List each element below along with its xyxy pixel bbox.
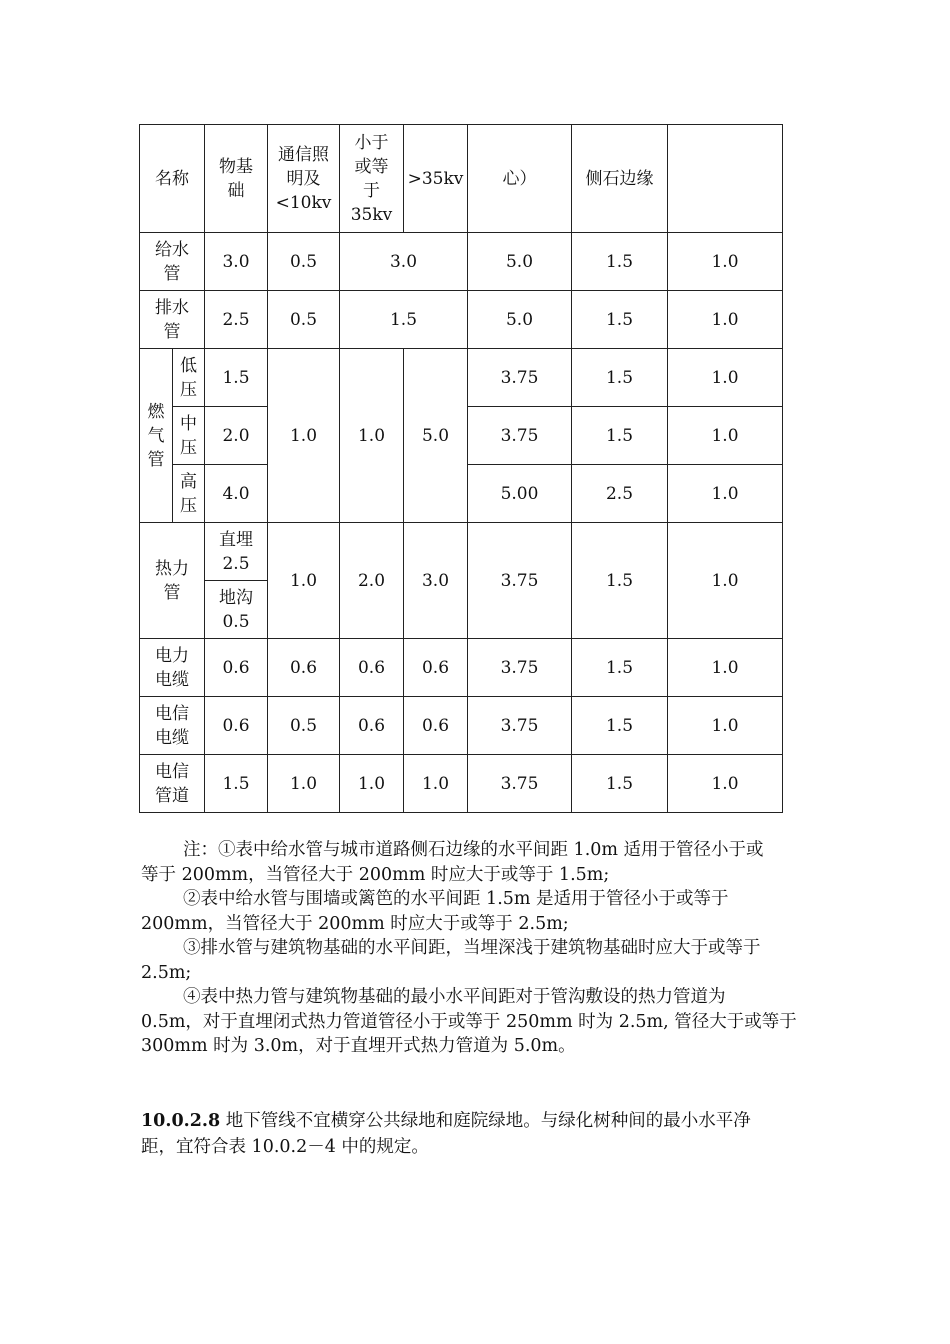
cell: 1.0 (668, 349, 783, 407)
note-line: ③排水管与建筑物基础的水平间距，当埋深浅于建筑物基础时应大于或等于 (183, 938, 761, 958)
note-line: 200mm，当管径大于 200mm 时应大于或等于 2.5m; (141, 913, 569, 934)
clause-number: 10.0.2.8 (141, 1111, 221, 1131)
cell: 1.0 (404, 755, 468, 813)
row-label: 电信 管道 (140, 755, 205, 813)
cell: 0.6 (268, 639, 340, 697)
table-notes (141, 838, 811, 1059)
cell: 1.5 (572, 233, 668, 291)
sub-label: 直埋 2.5 (205, 523, 268, 581)
clearance-table (139, 124, 783, 813)
note-line: ②表中给水管与围墙或篱笆的水平间距 1.5m 是适用于管径小于或等于 (183, 889, 729, 909)
cell: 2.0 (340, 523, 404, 639)
cell: 0.6 (205, 697, 268, 755)
cell: 1.5 (340, 291, 468, 349)
header-col-7 (668, 125, 783, 233)
cell: 1.0 (668, 523, 783, 639)
table-row (140, 639, 783, 697)
clause-line: 距，宜符合表 10.0.2－4 中的规定。 (141, 1137, 429, 1157)
clause-line (141, 1108, 811, 1134)
header-row (140, 125, 783, 233)
cell: 2.5 (572, 465, 668, 523)
cell: 1.5 (572, 523, 668, 639)
cell: 5.0 (468, 233, 572, 291)
cell: 1.5 (572, 349, 668, 407)
header-col-6: 侧石边缘 (572, 125, 668, 233)
row-label: 电信 电缆 (140, 697, 205, 755)
cell: 1.0 (268, 755, 340, 813)
cell: 1.0 (668, 639, 783, 697)
cell: 1.5 (572, 407, 668, 465)
cell: 1.0 (668, 755, 783, 813)
cell: 0.6 (404, 697, 468, 755)
cell: 0.6 (205, 639, 268, 697)
table-row (140, 755, 783, 813)
cell: 0.6 (340, 697, 404, 755)
cell: 2.5 (205, 291, 268, 349)
cell: 3.75 (468, 755, 572, 813)
cell: 3.75 (468, 523, 572, 639)
cell: 0.5 (268, 233, 340, 291)
cell: 1.0 (668, 407, 783, 465)
cell: 1.0 (268, 523, 340, 639)
clause-text: 地下管线不宜横穿公共绿地和庭院绿地。与绿化树种间的最小水平净 (220, 1111, 751, 1131)
note-line: ④表中热力管与建筑物基础的最小水平间距对于管沟敷设的热力管道为 (183, 987, 726, 1007)
cell: 5.00 (468, 465, 572, 523)
header-col-2: 通信照 明及 <10kv (268, 125, 340, 233)
cell: 1.0 (668, 233, 783, 291)
note-line: 0.5m，对于直埋闭式热力管道管径小于或等于 250mm 时为 2.5m, 管径大于或等于 (141, 1011, 797, 1032)
row-label: 燃 气 管 (140, 349, 173, 523)
header-col-4: >35kv (404, 125, 468, 233)
cell: 1.0 (668, 697, 783, 755)
cell: 3.0 (205, 233, 268, 291)
row-label: 热力 管 (140, 523, 205, 639)
cell: 1.0 (340, 349, 404, 523)
cell: 1.0 (340, 755, 404, 813)
cell: 3.75 (468, 349, 572, 407)
cell: 2.0 (205, 407, 268, 465)
cell: 3.75 (468, 407, 572, 465)
header-col-1: 物基 础 (205, 125, 268, 233)
cell: 0.6 (404, 639, 468, 697)
cell: 1.5 (572, 639, 668, 697)
note-line: 2.5m; (141, 962, 192, 983)
table-row (140, 349, 783, 407)
cell: 5.0 (468, 291, 572, 349)
cell: 1.0 (668, 291, 783, 349)
cell: 1.5 (205, 349, 268, 407)
cell: 1.0 (268, 349, 340, 523)
sub-label: 地沟 0.5 (205, 581, 268, 639)
cell: 1.5 (205, 755, 268, 813)
cell: 0.5 (268, 291, 340, 349)
table-row (140, 697, 783, 755)
note-line: 等于 200mm，当管径大于 200mm 时应大于或等于 1.5m; (141, 864, 610, 885)
cell: 3.0 (404, 523, 468, 639)
row-label: 排水 管 (140, 291, 205, 349)
sub-label: 高 压 (173, 465, 205, 523)
cell: 0.6 (340, 639, 404, 697)
cell: 1.5 (572, 755, 668, 813)
header-col-3: 小于 或等 于 35kv (340, 125, 404, 233)
table-row (140, 233, 783, 291)
cell: 3.0 (340, 233, 468, 291)
clause-paragraph (141, 1108, 811, 1160)
table-row (140, 291, 783, 349)
header-name: 名称 (140, 125, 205, 233)
row-label: 给水 管 (140, 233, 205, 291)
note-line: 注：①表中给水管与城市道路侧石边缘的水平间距 1.0m 适用于管径小于或 (183, 840, 764, 860)
cell: 0.5 (268, 697, 340, 755)
sub-label: 低 压 (173, 349, 205, 407)
header-col-5: 心） (468, 125, 572, 233)
cell: 1.5 (572, 291, 668, 349)
sub-label: 中 压 (173, 407, 205, 465)
cell: 1.5 (572, 697, 668, 755)
cell: 1.0 (668, 465, 783, 523)
cell: 5.0 (404, 349, 468, 523)
table-row (140, 523, 783, 581)
cell: 3.75 (468, 697, 572, 755)
cell: 4.0 (205, 465, 268, 523)
row-label: 电力 电缆 (140, 639, 205, 697)
note-line: 300mm 时为 3.0m，对于直埋开式热力管道为 5.0m。 (141, 1036, 576, 1056)
cell: 3.75 (468, 639, 572, 697)
